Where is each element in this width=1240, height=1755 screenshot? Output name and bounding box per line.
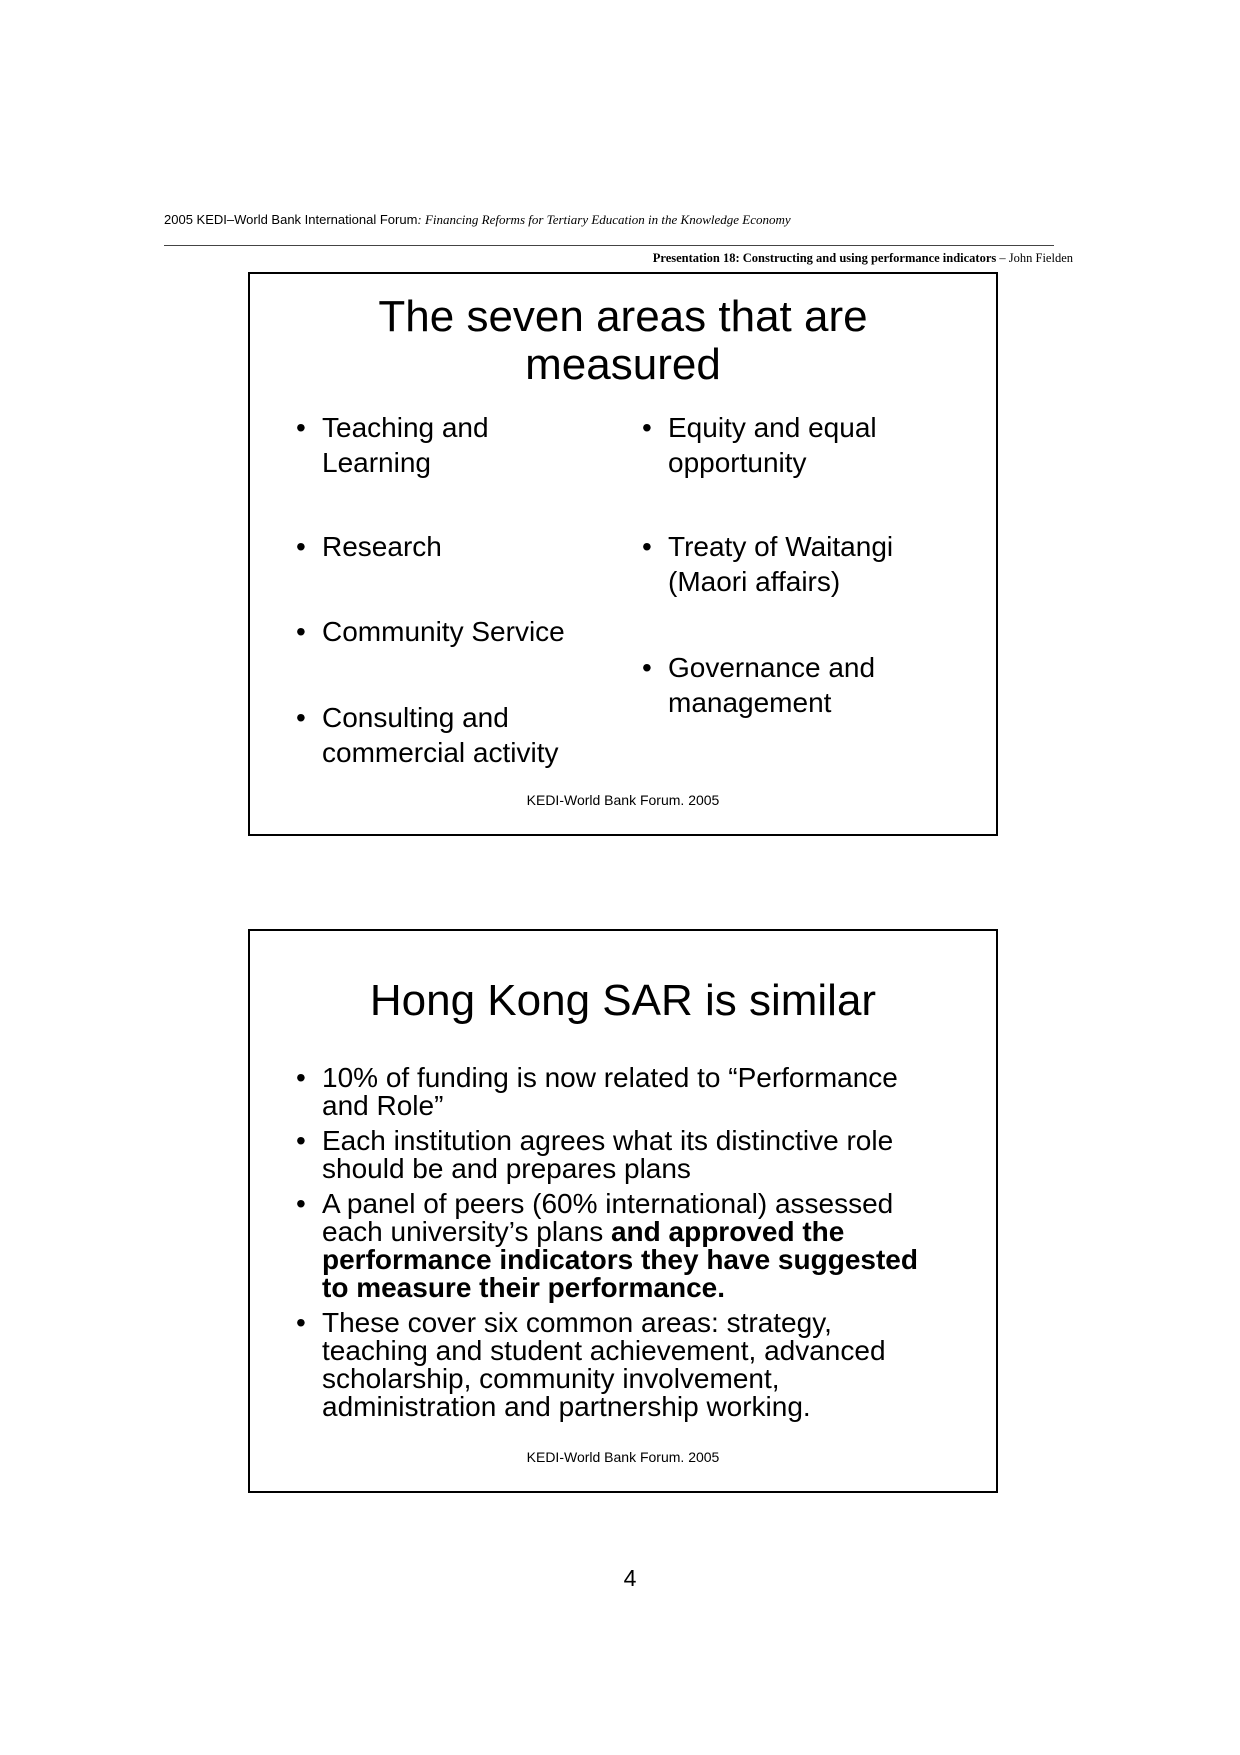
bullet-item [296,529,442,564]
bullet-icon: • [642,412,652,443]
bullet-text: Research [322,531,442,562]
bullet-text: Governance and management [668,652,876,718]
bullet-text: Each institution agrees what its distinctive role should be and prepares plans [322,1125,894,1184]
bullet-text: 10% of funding is now related to “Performance and Role” [322,1062,898,1121]
author: – John Fielden [996,251,1073,265]
forum-name: 2005 KEDI–World Bank International Forum [164,212,418,227]
bullet-text: Consulting and commercial activity [322,702,559,768]
page-number: 4 [623,1565,637,1591]
bullet-item [296,1062,898,1121]
bullet-icon: • [642,652,652,683]
bullet-item [296,614,565,649]
bullet-text: Treaty of Waitangi (Maori affairs) [668,531,894,597]
bullet-item [296,1307,886,1422]
presentation-title: Presentation 18: Constructing and using performance indicators [652,251,997,265]
bullet-item [296,700,559,770]
bullet-icon: • [296,1062,306,1093]
slide-title-line2: measured [525,340,721,389]
bullet-icon: • [296,531,306,562]
bullet-text: These cover six common areas: strategy, teaching and student achievement, advanced scholarship, community involvement, administration and partnership working. [322,1307,886,1422]
bullet-item [296,1188,918,1303]
bullet-text: Equity and equal opportunity [668,412,877,478]
bullet-text: Teaching and Learning [322,412,489,478]
bullet-item [296,1125,894,1184]
bullet-icon: • [296,412,306,443]
bullet-item [642,650,876,720]
bullet-icon: • [296,1125,306,1156]
header-rule [164,245,1054,246]
slide-footer: KEDI-World Bank Forum. 2005 [526,792,720,808]
bullet-text: A panel of peers (60% international) assessed each university’s plans [322,1188,894,1247]
slide-footer: KEDI-World Bank Forum. 2005 [526,1449,720,1465]
bullet-icon: • [642,531,652,562]
presentation-line [653,251,1073,266]
bullet-icon: • [296,616,306,647]
bullet-icon: • [296,1188,306,1219]
slide-title: Hong Kong SAR is similar [369,976,877,1025]
slide-title-line1: The seven areas that are [378,292,868,341]
bullet-text-bold: and approved the performance indicators they have suggested to measure their performance. [322,1216,918,1303]
running-header [164,212,791,228]
slide-seven-areas [248,272,998,836]
bullet-item [642,529,894,599]
bullet-icon: • [296,1307,306,1338]
bullet-item [642,410,877,480]
forum-subtitle: : Financing Reforms for Tertiary Education in the Knowledge Economy [417,212,791,227]
bullet-item [296,410,489,480]
bullet-icon: • [296,702,306,733]
slide-hong-kong [248,929,998,1493]
bullet-text: Community Service [322,616,565,647]
